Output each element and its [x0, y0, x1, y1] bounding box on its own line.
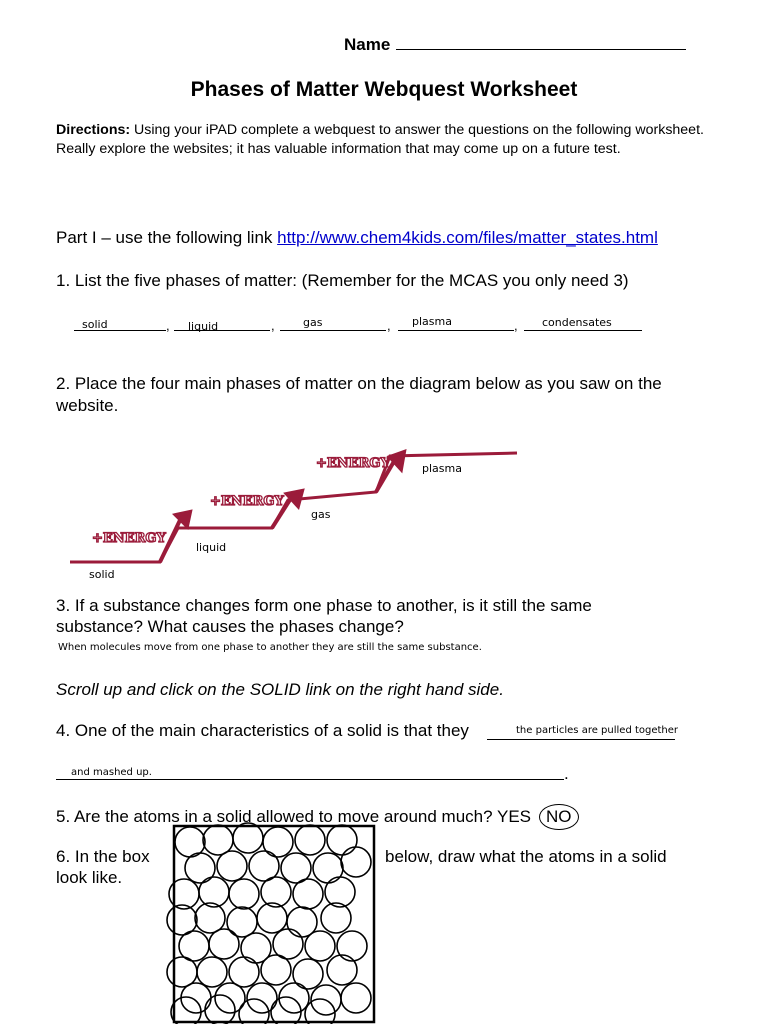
question-5-text: 5. Are the atoms in a solid allowed to move around much? YES	[56, 807, 532, 826]
answer-3-text: When molecules move from one phase to another they are still the same substance.	[58, 642, 482, 653]
energy-staircase-diagram	[0, 440, 768, 590]
name-field	[344, 34, 686, 55]
phase-label-plasma: plasma	[422, 462, 462, 475]
atom-circle	[203, 825, 233, 855]
answer-4-text-2: and mashed up.	[71, 767, 152, 778]
circled-answer: NO	[539, 804, 579, 830]
answer-1: solid	[82, 318, 108, 331]
atom-circle	[293, 959, 323, 989]
chem4kids-link[interactable]: http://www.chem4kids.com/files/matter_states.html	[277, 228, 658, 247]
answer-4-blank-2[interactable]	[56, 779, 564, 780]
atom-circle	[321, 903, 351, 933]
energy-label-1: +ENERGY	[92, 531, 166, 546]
atom-circle	[167, 957, 197, 987]
atom-circle	[341, 847, 371, 877]
atom-circle	[337, 931, 367, 961]
scroll-instruction: Scroll up and click on the SOLID link on the right hand side.	[56, 680, 504, 699]
answer-5: condensates	[542, 316, 612, 329]
atom-circle	[305, 999, 335, 1024]
question-4: 4. One of the main characteristics of a solid is that they	[56, 721, 469, 740]
atom-circle	[229, 957, 259, 987]
energy-label-3: +ENERGY	[316, 456, 390, 471]
atom-circle	[247, 983, 277, 1013]
atom-circle	[327, 825, 357, 855]
question-2-line2: website.	[56, 396, 119, 415]
atom-circle	[209, 929, 239, 959]
name-label: Name	[344, 35, 391, 54]
atom-circle	[257, 903, 287, 933]
directions	[56, 121, 716, 158]
atom-circle	[197, 957, 227, 987]
answer-blank-3[interactable]	[280, 330, 386, 331]
page-title: Phases of Matter Webquest Worksheet	[190, 78, 578, 101]
atom-drawing-box[interactable]	[160, 822, 380, 1024]
phase-label-gas: gas	[311, 508, 331, 521]
energy-label-2: +ENERGY	[210, 494, 284, 509]
directions-label: Directions:	[56, 122, 131, 138]
answer-4: plasma	[412, 315, 452, 328]
atom-circle	[313, 853, 343, 883]
question-6-part-b: below, draw what the atoms in a solid	[385, 847, 667, 866]
atom-circle	[305, 931, 335, 961]
answer-4-blank-1[interactable]	[487, 739, 675, 740]
atom-circle	[293, 879, 323, 909]
phase-label-solid: solid	[89, 568, 115, 581]
question-3-line1: 3. If a substance changes form one phase to another, is it still the same	[56, 596, 592, 615]
atom-circle	[261, 877, 291, 907]
answer-4-text-1: the particles are pulled together	[516, 725, 679, 736]
atom-circle	[229, 879, 259, 909]
comma: ,	[387, 318, 391, 333]
atom-circle	[263, 827, 293, 857]
atom-circle	[327, 955, 357, 985]
atom-circle	[181, 983, 211, 1013]
atom-circle	[199, 877, 229, 907]
atom-circle	[227, 907, 257, 937]
question-6-part-a: 6. In the box	[56, 847, 150, 866]
atom-circle	[185, 853, 215, 883]
part1-prefix: Part I – use the following link	[56, 228, 278, 247]
question-6-part-c: look like.	[56, 868, 123, 887]
atom-circle	[195, 903, 225, 933]
atom-circle	[233, 823, 263, 853]
atom-circle	[261, 955, 291, 985]
question-3-line2: substance? What causes the phases change?	[56, 617, 404, 636]
answer-4-period: .	[564, 764, 569, 783]
atom-circle	[325, 877, 355, 907]
phase-label-liquid: liquid	[196, 541, 227, 554]
atom-circle	[341, 983, 371, 1013]
atom-circle	[171, 997, 201, 1024]
part1-heading	[56, 228, 658, 248]
answer-2: liquid	[188, 320, 219, 333]
comma: ,	[166, 318, 170, 333]
name-blank[interactable]	[396, 34, 686, 50]
comma: ,	[271, 318, 275, 333]
question-1: 1. List the five phases of matter: (Remember for the MCAS you only need 3)	[56, 271, 629, 290]
answer-3: gas	[303, 316, 323, 329]
question-2-line1: 2. Place the four main phases of matter on the diagram below as you saw on the	[56, 374, 662, 393]
atom-circles	[167, 823, 371, 1024]
atom-circle	[295, 825, 325, 855]
atom-circle	[217, 851, 247, 881]
comma: ,	[514, 318, 518, 333]
answer-blank-5[interactable]	[524, 330, 642, 331]
directions-text: Using your iPAD complete a webquest to answer the questions on the following worksheet. Really explore the websites; it has valuable information that may come up on a future test.	[56, 122, 704, 157]
answer-blank-4[interactable]	[398, 330, 514, 331]
